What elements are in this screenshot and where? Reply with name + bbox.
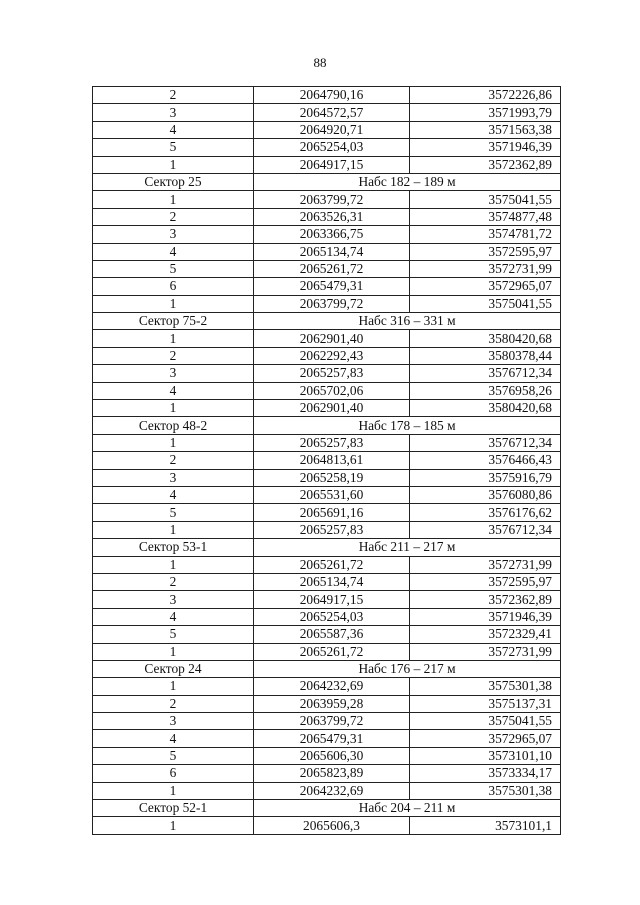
point-number: 2 — [93, 87, 254, 104]
point-number: 4 — [93, 486, 254, 503]
coord-y: 3572965,07 — [410, 730, 561, 747]
coord-x: 2065258,19 — [254, 469, 410, 486]
coord-y: 3575301,38 — [410, 678, 561, 695]
coord-y: 3572595,97 — [410, 573, 561, 590]
sector-header-row — [93, 539, 561, 556]
coord-y: 3574781,72 — [410, 226, 561, 243]
table-row — [93, 626, 561, 643]
sector-height-range: Набс 204 – 211 м — [254, 800, 561, 817]
coord-x: 2064917,15 — [254, 156, 410, 173]
coord-x: 2063526,31 — [254, 208, 410, 225]
table-row — [93, 556, 561, 573]
table-row — [93, 817, 561, 834]
sector-name: Сектор 25 — [93, 173, 254, 190]
point-number: 1 — [93, 400, 254, 417]
coord-x: 2065257,83 — [254, 521, 410, 538]
sector-name: Сектор 48-2 — [93, 417, 254, 434]
table-row — [93, 278, 561, 295]
coord-x: 2065587,36 — [254, 626, 410, 643]
coord-y: 3572362,89 — [410, 591, 561, 608]
coord-x: 2063799,72 — [254, 191, 410, 208]
coord-x: 2065134,74 — [254, 573, 410, 590]
point-number: 2 — [93, 695, 254, 712]
point-number: 1 — [93, 434, 254, 451]
sector-header-row — [93, 417, 561, 434]
coord-y: 3580420,68 — [410, 330, 561, 347]
point-number: 3 — [93, 469, 254, 486]
table-row — [93, 330, 561, 347]
point-number: 5 — [93, 504, 254, 521]
point-number: 2 — [93, 208, 254, 225]
point-number: 1 — [93, 678, 254, 695]
coord-y: 3572595,97 — [410, 243, 561, 260]
table-row — [93, 747, 561, 764]
coord-x: 2065261,72 — [254, 643, 410, 660]
coord-x: 2065257,83 — [254, 434, 410, 451]
sector-header-row — [93, 660, 561, 677]
coord-y: 3575916,79 — [410, 469, 561, 486]
point-number: 6 — [93, 765, 254, 782]
coord-y: 3572965,07 — [410, 278, 561, 295]
coord-y: 3574877,48 — [410, 208, 561, 225]
coord-y: 3576958,26 — [410, 382, 561, 399]
point-number: 4 — [93, 608, 254, 625]
table-row — [93, 295, 561, 312]
coord-y: 3571993,79 — [410, 104, 561, 121]
point-number: 1 — [93, 817, 254, 834]
point-number: 5 — [93, 626, 254, 643]
table-row — [93, 782, 561, 799]
point-number: 2 — [93, 347, 254, 364]
point-number: 1 — [93, 521, 254, 538]
coord-x: 2065479,31 — [254, 278, 410, 295]
coord-y: 3572731,99 — [410, 260, 561, 277]
point-number: 5 — [93, 139, 254, 156]
coord-x: 2064813,61 — [254, 452, 410, 469]
point-number: 1 — [93, 330, 254, 347]
table-row — [93, 400, 561, 417]
point-number: 4 — [93, 121, 254, 138]
point-number: 3 — [93, 591, 254, 608]
point-number: 2 — [93, 573, 254, 590]
coord-y: 3576712,34 — [410, 434, 561, 451]
point-number: 3 — [93, 365, 254, 382]
table-row — [93, 191, 561, 208]
coord-y: 3576080,86 — [410, 486, 561, 503]
coord-y: 3576176,62 — [410, 504, 561, 521]
coordinates-table — [92, 86, 561, 835]
coord-x: 2062292,43 — [254, 347, 410, 364]
coord-x: 2065606,3 — [254, 817, 410, 834]
table-row — [93, 695, 561, 712]
coord-y: 3573334,17 — [410, 765, 561, 782]
point-number: 3 — [93, 104, 254, 121]
coord-y: 3572226,86 — [410, 87, 561, 104]
coord-x: 2065134,74 — [254, 243, 410, 260]
coord-x: 2065691,16 — [254, 504, 410, 521]
table-row — [93, 121, 561, 138]
coord-x: 2063799,72 — [254, 295, 410, 312]
coord-y: 3575041,55 — [410, 713, 561, 730]
table-row — [93, 226, 561, 243]
table-row — [93, 87, 561, 104]
table-row — [93, 208, 561, 225]
coord-y: 3575041,55 — [410, 191, 561, 208]
table-row — [93, 643, 561, 660]
coord-x: 2065254,03 — [254, 608, 410, 625]
point-number: 3 — [93, 226, 254, 243]
coord-y: 3572329,41 — [410, 626, 561, 643]
coord-x: 2062901,40 — [254, 400, 410, 417]
sector-header-row — [93, 173, 561, 190]
sector-height-range: Набс 178 – 185 м — [254, 417, 561, 434]
coord-x: 2065702,06 — [254, 382, 410, 399]
coord-x: 2065254,03 — [254, 139, 410, 156]
table-row — [93, 765, 561, 782]
sector-height-range: Набс 316 – 331 м — [254, 313, 561, 330]
table-row — [93, 573, 561, 590]
sector-name: Сектор 52-1 — [93, 800, 254, 817]
sector-height-range: Набс 211 – 217 м — [254, 539, 561, 556]
coord-y: 3580420,68 — [410, 400, 561, 417]
table-row — [93, 713, 561, 730]
page-number: 88 — [313, 55, 327, 70]
sector-name: Сектор 75-2 — [93, 313, 254, 330]
table-row — [93, 104, 561, 121]
coord-y: 3576712,34 — [410, 521, 561, 538]
table-row — [93, 156, 561, 173]
sector-name: Сектор 24 — [93, 660, 254, 677]
coordinates-table-body — [93, 87, 561, 835]
coord-x: 2064917,15 — [254, 591, 410, 608]
table-row — [93, 434, 561, 451]
coord-y: 3572731,99 — [410, 556, 561, 573]
table-row — [93, 486, 561, 503]
sector-height-range: Набс 176 – 217 м — [254, 660, 561, 677]
point-number: 5 — [93, 260, 254, 277]
table-row — [93, 452, 561, 469]
coord-x: 2063799,72 — [254, 713, 410, 730]
table-row — [93, 260, 561, 277]
coord-x: 2064232,69 — [254, 782, 410, 799]
point-number: 3 — [93, 713, 254, 730]
coord-y: 3575041,55 — [410, 295, 561, 312]
coord-y: 3575301,38 — [410, 782, 561, 799]
coord-y: 3580378,44 — [410, 347, 561, 364]
table-row — [93, 521, 561, 538]
table-row — [93, 730, 561, 747]
coord-y: 3573101,1 — [410, 817, 561, 834]
point-number: 1 — [93, 191, 254, 208]
coord-x: 2064232,69 — [254, 678, 410, 695]
point-number: 1 — [93, 643, 254, 660]
sector-height-range: Набс 182 – 189 м — [254, 173, 561, 190]
coord-y: 3572362,89 — [410, 156, 561, 173]
point-number: 1 — [93, 556, 254, 573]
table-row — [93, 347, 561, 364]
coord-x: 2065257,83 — [254, 365, 410, 382]
table-row — [93, 591, 561, 608]
coord-y: 3572731,99 — [410, 643, 561, 660]
coord-y: 3571946,39 — [410, 139, 561, 156]
table-row — [93, 365, 561, 382]
table-row — [93, 469, 561, 486]
coord-x: 2065823,89 — [254, 765, 410, 782]
coord-x: 2062901,40 — [254, 330, 410, 347]
point-number: 1 — [93, 156, 254, 173]
point-number: 1 — [93, 295, 254, 312]
sector-name: Сектор 53-1 — [93, 539, 254, 556]
table-row — [93, 504, 561, 521]
coord-y: 3576466,43 — [410, 452, 561, 469]
table-row — [93, 382, 561, 399]
coord-x: 2063366,75 — [254, 226, 410, 243]
table-row — [93, 139, 561, 156]
point-number: 6 — [93, 278, 254, 295]
point-number: 5 — [93, 747, 254, 764]
coord-x: 2064572,57 — [254, 104, 410, 121]
point-number: 4 — [93, 382, 254, 399]
coord-x: 2064920,71 — [254, 121, 410, 138]
point-number: 4 — [93, 243, 254, 260]
point-number: 1 — [93, 782, 254, 799]
table-row — [93, 608, 561, 625]
coord-y: 3576712,34 — [410, 365, 561, 382]
coord-x: 2065261,72 — [254, 556, 410, 573]
coord-x: 2065261,72 — [254, 260, 410, 277]
coord-x: 2064790,16 — [254, 87, 410, 104]
sector-header-row — [93, 313, 561, 330]
table-row — [93, 243, 561, 260]
coord-x: 2065479,31 — [254, 730, 410, 747]
coord-y: 3575137,31 — [410, 695, 561, 712]
coord-x: 2065606,30 — [254, 747, 410, 764]
sector-header-row — [93, 800, 561, 817]
coord-x: 2065531,60 — [254, 486, 410, 503]
table-row — [93, 678, 561, 695]
point-number: 2 — [93, 452, 254, 469]
coord-y: 3573101,10 — [410, 747, 561, 764]
coord-y: 3571563,38 — [410, 121, 561, 138]
coord-y: 3571946,39 — [410, 608, 561, 625]
coord-x: 2063959,28 — [254, 695, 410, 712]
point-number: 4 — [93, 730, 254, 747]
